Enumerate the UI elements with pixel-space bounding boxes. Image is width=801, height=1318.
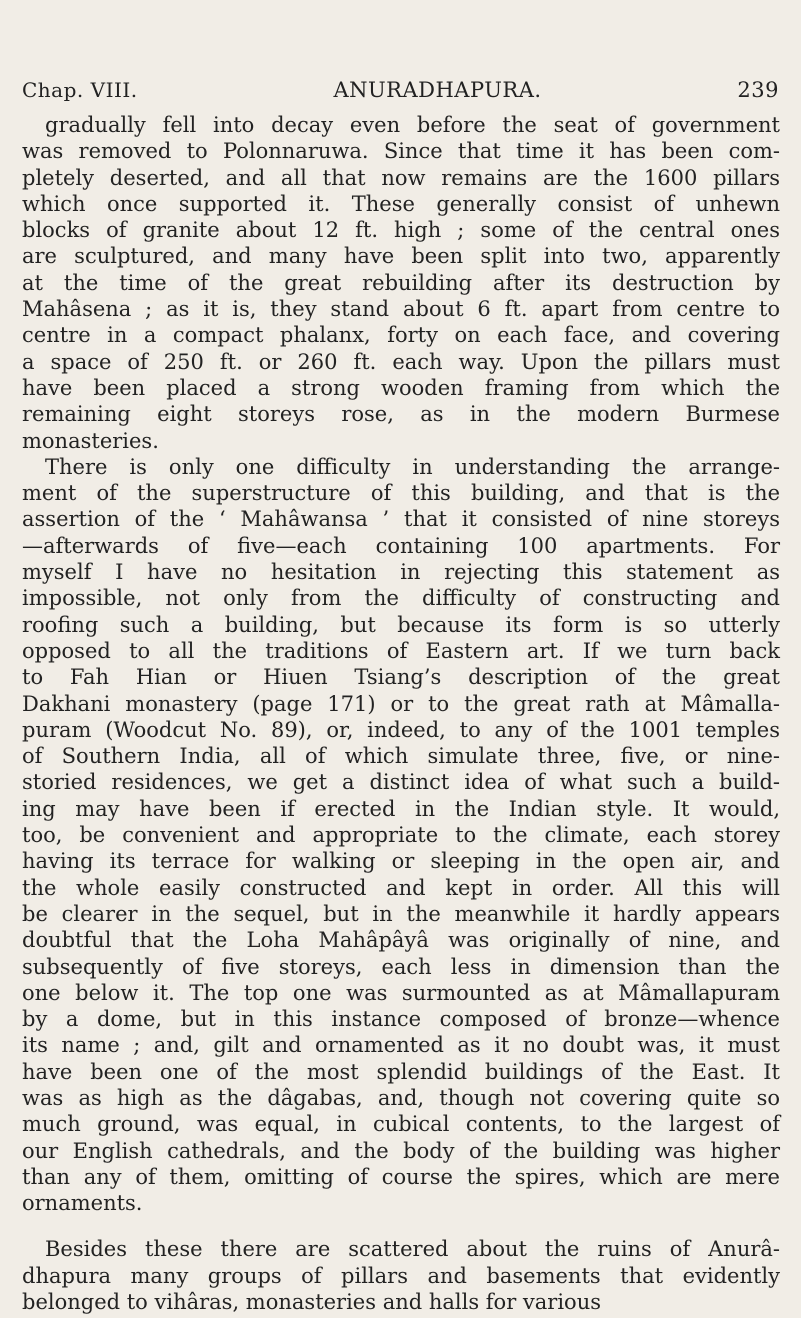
- text-line: our English cathedrals, and the body of the building was higher: [22, 1138, 780, 1163]
- text-line: of Southern India, all of which simulate three, five, or nine-: [22, 744, 780, 769]
- text-line: doubtful that the Loha Mahâpâyâ was originally of nine, and: [22, 928, 780, 953]
- text-line: have been placed a strong wooden framing from which the: [22, 375, 780, 400]
- text-line: storied residences, we get a distinct idea of what such a build-: [22, 770, 780, 795]
- text-line: one below it. The top one was surmounted as at Mâmallapuram: [22, 980, 780, 1005]
- text-line: subsequently of five storeys, each less in dimension than the: [22, 954, 780, 979]
- text-line: puram (Woodcut No. 89), or, indeed, to any of the 1001 temples: [22, 717, 780, 742]
- text-line: at the time of the great rebuilding after its destruction by: [22, 270, 780, 295]
- text-line: pletely deserted, and all that now remains are the 1600 pillars: [22, 165, 780, 190]
- paragraph: [22, 112, 780, 454]
- text-line: —afterwards of five—each containing 100 apartments. For: [22, 533, 780, 558]
- text-line: its name ; and, gilt and ornamented as it no doubt was, it must: [22, 1033, 780, 1058]
- running-title: ANURADHAPURA.: [333, 78, 542, 102]
- text-line: There is only one difficulty in understanding the arrange-: [45, 454, 780, 479]
- text-line: Mahâsena ; as it is, they stand about 6 ft. apart from centre to: [22, 297, 780, 322]
- text-line: dhapura many groups of pillars and basements that evidently: [22, 1263, 780, 1288]
- paragraph: [22, 1236, 780, 1315]
- text-line: centre in a compact phalanx, forty on each face, and covering: [22, 323, 780, 348]
- text-line: than any of them, omitting of course the spires, which are mere: [22, 1164, 780, 1189]
- text-line: roofing such a building, but because its form is so utterly: [22, 612, 780, 637]
- page-number: 239: [737, 78, 779, 102]
- text-line: a space of 250 ft. or 260 ft. each way. Upon the pillars must: [22, 349, 780, 374]
- text-line: impossible, not only from the difficulty of constructing and: [22, 586, 780, 611]
- text-line: having its terrace for walking or sleeping in the open air, and: [22, 849, 780, 874]
- text-line: opposed to all the traditions of Eastern art. If we turn back: [22, 638, 780, 663]
- text-line: ornaments.: [22, 1191, 143, 1216]
- text-line: remaining eight storeys rose, as in the modern Burmese: [22, 402, 780, 427]
- text-line: belonged to vihâras, monasteries and halls for various: [22, 1290, 601, 1315]
- paragraph-gap: [22, 1216, 780, 1236]
- chapter-label: Chap. VIII.: [22, 78, 138, 102]
- text-line: be clearer in the sequel, but in the meanwhile it hardly appears: [22, 901, 780, 926]
- text-line: Dakhani monastery (page 171) or to the great rath at Mâmalla-: [22, 691, 780, 716]
- text-line: are sculptured, and many have been split into two, apparently: [22, 244, 780, 269]
- text-line: monasteries.: [22, 428, 159, 453]
- text-line: the whole easily constructed and kept in order. All this will: [22, 875, 780, 900]
- text-line: have been one of the most splendid buildings of the East. It: [22, 1059, 780, 1084]
- text-line: ing may have been if erected in the Indian style. It would,: [22, 796, 780, 821]
- body-text: [22, 112, 780, 1315]
- text-line: was as high as the dâgabas, and, though not covering quite so: [22, 1085, 780, 1110]
- text-line: much ground, was equal, in cubical contents, to the largest of: [22, 1112, 780, 1137]
- text-line: to Fah Hian or Hiuen Tsiang’s description of the great: [22, 665, 780, 690]
- text-line: blocks of granite about 12 ft. high ; some of the central ones: [22, 218, 780, 243]
- text-line: which once supported it. These generally consist of unhewn: [22, 191, 780, 216]
- text-line: was removed to Polonnaruwa. Since that time it has been com-: [22, 139, 780, 164]
- text-line: Besides these there are scattered about the ruins of Anurâ-: [45, 1237, 780, 1262]
- text-line: gradually fell into decay even before the seat of government: [45, 113, 780, 137]
- text-line: myself I have no hesitation in rejecting this statement as: [22, 560, 780, 585]
- text-line: assertion of the ‘ Mahâwansa ’ that it consisted of nine storeys: [22, 507, 780, 532]
- running-header: [22, 78, 779, 102]
- text-line: too, be convenient and appropriate to the climate, each storey: [22, 823, 780, 848]
- paragraph: [22, 454, 780, 1217]
- text-line: ment of the superstructure of this building, and that is the: [22, 481, 780, 506]
- text-line: by a dome, but in this instance composed of bronze—whence: [22, 1007, 780, 1032]
